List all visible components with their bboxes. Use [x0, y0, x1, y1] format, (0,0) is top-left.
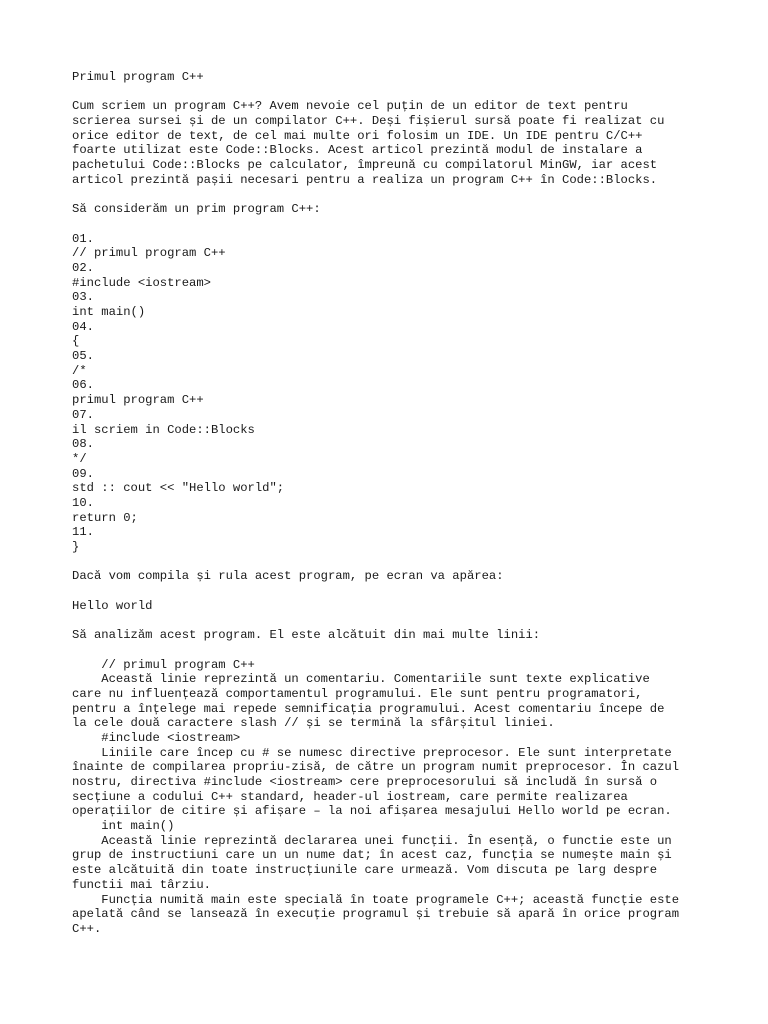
paragraph-gap [72, 217, 712, 232]
code-line: // primul program C++ [72, 246, 226, 261]
analysis-line: int main() [72, 819, 175, 834]
code-listing [72, 232, 712, 555]
code-line: } [72, 540, 80, 554]
paragraph-gap [72, 613, 712, 628]
code-line: il scriem in Code::Blocks [72, 422, 255, 437]
analysis-line: Liniile care încep cu # se numesc directive preprocesor. Ele sunt interpretate [72, 745, 672, 760]
consider-paragraph: Să considerăm un prim program C++: [72, 202, 321, 217]
analysis-line: pentru a înțelege mai repede semnificația programului. Acest comentariu începe de [72, 701, 665, 716]
text-line: articol prezintă pașii necesari pentru a realiza un program C++ în Code::Blocks. [72, 172, 658, 187]
analysis-line: nostru, directiva #include <iostream> cere preprocesorului să includă în sursă o [72, 775, 658, 789]
code-line-number: 10. [72, 495, 94, 510]
program-output: Hello world [72, 598, 153, 613]
code-line: std :: cout << "Hello world"; [72, 481, 285, 496]
intro-paragraph [72, 99, 712, 187]
code-line-number: 08. [72, 437, 94, 452]
text-line: orice editor de text, de cel mai multe ori folosim un IDE. Un IDE pentru C/C++ [72, 128, 643, 143]
document-page [72, 70, 712, 937]
text-line: scrierea sursei și de un compilator C++. Deși fișierul sursă poate fi realizat cu [72, 114, 665, 129]
code-line-number: 06. [72, 378, 94, 393]
code-line: primul program C++ [72, 393, 204, 408]
code-line: { [72, 334, 80, 349]
code-line: #include <iostream> [72, 275, 211, 290]
code-line-number: 09. [72, 466, 94, 481]
analysis-line: la cele două caractere slash // și se termină la sfârșitul liniei. [72, 716, 555, 731]
analysis-line: grup de instructiuni care un un nume dat; în acest caz, funcția se numește main și [72, 848, 672, 863]
code-line: */ [72, 451, 87, 466]
analysis-line: Această linie reprezintă un comentariu. Comentariile sunt texte explicative [72, 672, 650, 687]
analysis-line: apelată când se lansează în execuție programul și trebuie să apară în orice program [72, 907, 680, 922]
paragraph-gap [72, 188, 712, 203]
analysis-line: secțiune a codului C++ standard, header-ul iostream, care permite realizarea [72, 789, 628, 804]
text-line: pachetului Code::Blocks pe calculator, împreună cu compilatorul MinGW, iar acest [72, 158, 658, 173]
analysis-line: functii mai târziu. [72, 877, 211, 892]
text-line: foarte utilizat este Code::Blocks. Acest articol prezintă modul de instalare a [72, 143, 643, 158]
code-line-number: 11. [72, 525, 94, 540]
analysis-line: Această linie reprezintă declararea unei funcții. În esență, o functie este un [72, 833, 672, 848]
analysis-line: este alcătuită din toate instrucțiunile care urmează. Vom discuta pe larg despre [72, 863, 658, 878]
code-line-number: 03. [72, 290, 94, 305]
paragraph-gap [72, 643, 712, 658]
code-line-number: 05. [72, 349, 94, 364]
analysis-line: #include <iostream> [72, 730, 241, 745]
paragraph-gap [72, 555, 712, 570]
analysis-line: care nu influențează comportamentul programului. Ele sunt pentru programatori, [72, 686, 643, 701]
analysis-line: Funcția numită main este specială în toate programele C++; această funcție este [72, 892, 680, 907]
analysis-intro: Să analizăm acest program. El este alcătuit din mai multe linii: [72, 628, 541, 643]
code-line: /* [72, 363, 87, 378]
analysis-line: înainte de compilarea propriu-zisă, de către un program numit preprocesor. În cazul [72, 760, 680, 775]
code-line-number: 01. [72, 231, 94, 246]
run-paragraph: Dacă vom compila și rula acest program, pe ecran va apărea: [72, 569, 504, 584]
paragraph-gap [72, 85, 712, 100]
code-line-number: 07. [72, 407, 94, 422]
document-title: Primul program C++ [72, 70, 204, 84]
analysis-line: operațiilor de citire și afișare – la noi afișarea mesajului Hello world pe ecran. [72, 804, 672, 819]
paragraph-gap [72, 584, 712, 599]
code-line: return 0; [72, 510, 138, 525]
code-line: int main() [72, 305, 146, 319]
analysis-line: C++. [72, 921, 102, 936]
analysis-section [72, 658, 712, 937]
code-line-number: 02. [72, 260, 94, 275]
text-line: Cum scriem un program C++? Avem nevoie cel puțin de un editor de text pentru [72, 99, 628, 114]
analysis-line: // primul program C++ [72, 657, 255, 672]
code-line-number: 04. [72, 319, 94, 334]
